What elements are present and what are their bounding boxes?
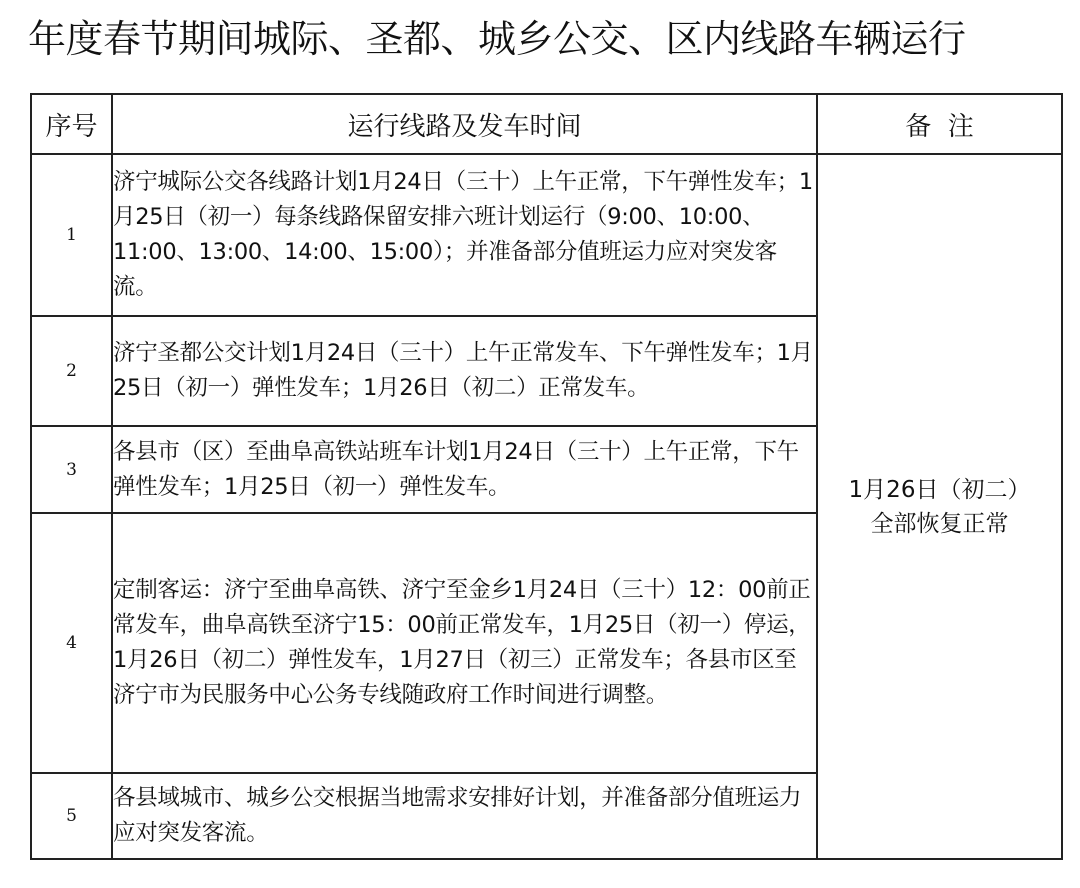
- row-number: 1: [31, 154, 112, 316]
- row-number: 4: [31, 513, 112, 773]
- remark-line-2: 全部恢复正常: [870, 510, 1009, 537]
- header-route-and-departure: 运行线路及发车时间: [112, 94, 817, 154]
- route-description: 各县市（区）至曲阜高铁站班车计划1月24日（三十）上午正常，下午弹性发车；1月25日（初一）弹性发车。: [112, 426, 817, 513]
- schedule-table: [30, 93, 1063, 860]
- table-header-row: [31, 94, 1062, 154]
- route-description: 济宁圣都公交计划1月24日（三十）上午正常发车、下午弹性发车；1月25日（初一）弹性发车；1月26日（初二）正常发车。: [112, 316, 817, 426]
- row-number: 5: [31, 773, 112, 859]
- row-number: 2: [31, 316, 112, 426]
- table-row: [31, 154, 1062, 316]
- route-description: 定制客运：济宁至曲阜高铁、济宁至金乡1月24日（三十）12：00前正常发车，曲阜高铁至济宁15：00前正常发车，1月25日（初一）停运，1月26日（初二）弹性发车，1月27日（初三）正常发车；各县市区至济宁市为民服务中心公务专线随政府工作时间进行调整。: [112, 513, 817, 773]
- header-remark: 备 注: [817, 94, 1062, 154]
- route-description: 各县域城市、城乡公交根据当地需求安排好计划，并准备部分值班运力应对突发客流。: [112, 773, 817, 859]
- route-description: 济宁城际公交各线路计划1月24日（三十）上午正常，下午弹性发车；1月25日（初一）每条线路保留安排六班计划运行（9:00、10:00、11:00、13:00、14:00、15:00）；并准备部分值班运力应对突发客流。: [112, 154, 817, 316]
- remark-cell: [817, 154, 1062, 859]
- page-title: 年度春节期间城际、圣都、城乡公交、区内线路车辆运行: [28, 17, 966, 61]
- remark-line-1: 1月26日（初二）: [848, 476, 1031, 503]
- header-serial-number: 序号: [31, 94, 112, 154]
- row-number: 3: [31, 426, 112, 513]
